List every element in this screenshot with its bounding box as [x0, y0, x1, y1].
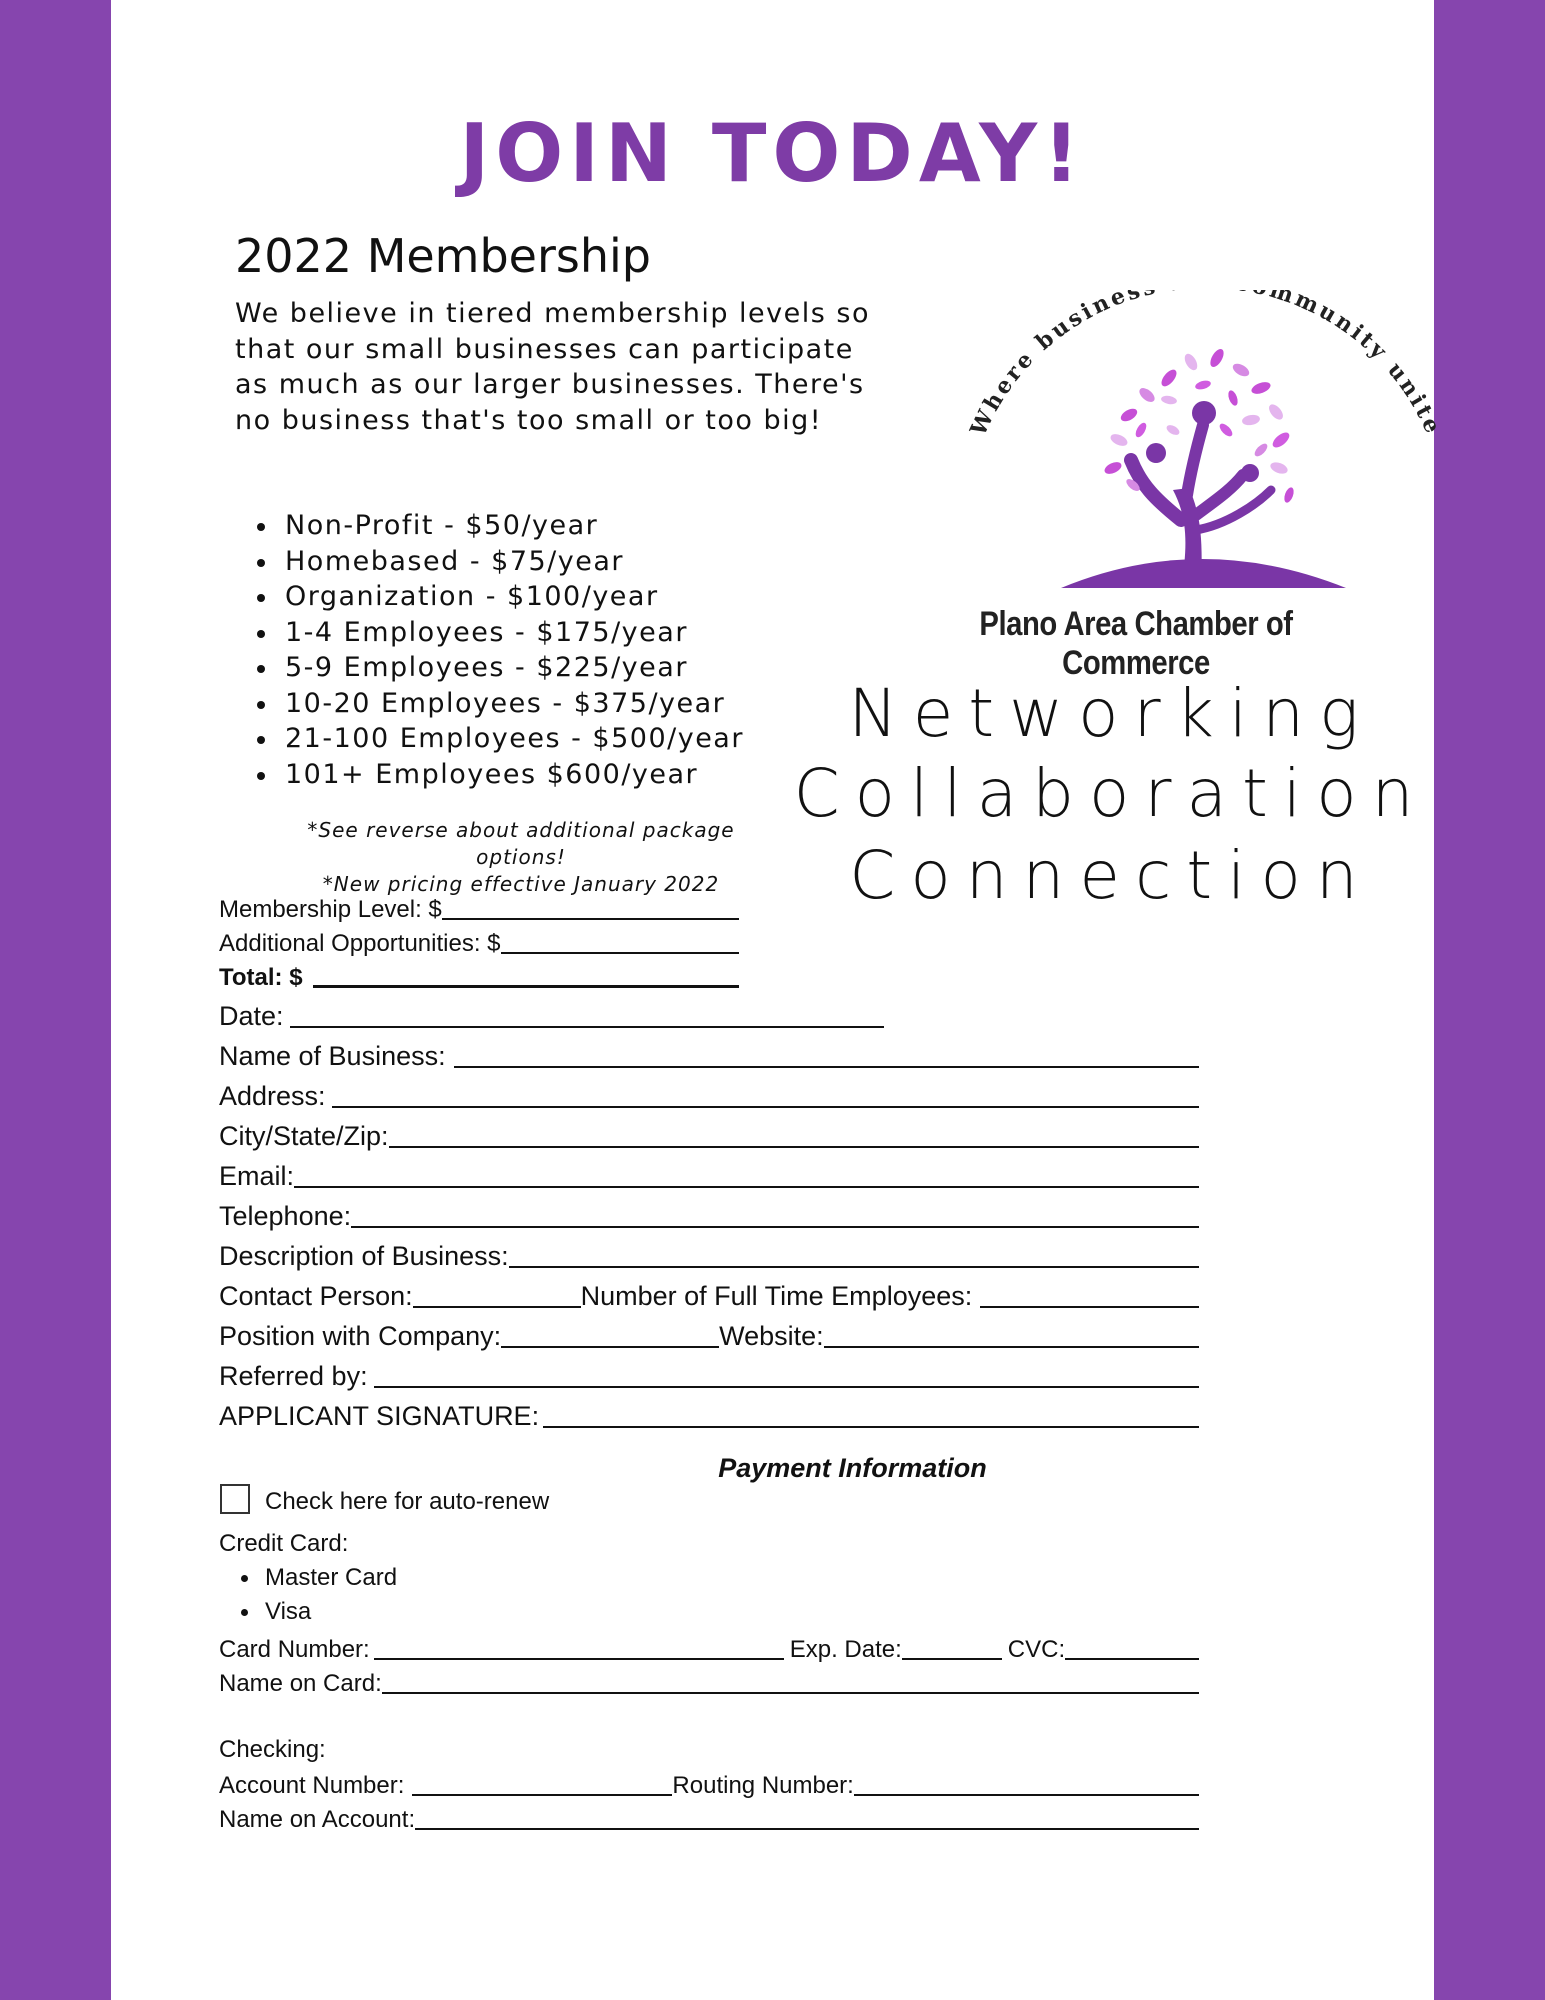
referred-row	[219, 1356, 1199, 1394]
description-label: Description of Business:	[219, 1241, 509, 1271]
employees-label: Number of Full Time Employees:	[580, 1281, 973, 1311]
card-type-mastercard: Master Card	[265, 1561, 397, 1595]
membership-levels-list	[235, 508, 744, 792]
membership-level-field[interactable]	[442, 918, 739, 920]
cvc-label: CVC:	[1007, 1636, 1066, 1663]
checking-label: Checking:	[219, 1736, 326, 1763]
level-item: Homebased - $75/year	[285, 544, 744, 580]
logo-arc-text: Where busines mmunity unite	[965, 290, 1447, 440]
city-state-zip-row	[219, 1116, 1199, 1154]
date-field[interactable]	[290, 1026, 884, 1028]
name-on-account-field[interactable]	[415, 1828, 1199, 1830]
card-types-list	[223, 1561, 397, 1629]
email-row	[219, 1156, 1199, 1194]
exp-date-field[interactable]	[902, 1658, 1002, 1660]
slogan-collaboration: Collaboration	[793, 755, 1429, 832]
additional-opportunities-label: Additional Opportunities: $	[219, 930, 501, 957]
account-routing-row	[219, 1764, 1199, 1802]
page-title: JOIN TODAY!	[459, 107, 1086, 200]
routing-number-field[interactable]	[854, 1794, 1199, 1796]
slogan-connection: Connection	[849, 837, 1373, 914]
name-on-card-label: Name on Card:	[219, 1670, 382, 1697]
membership-level-row	[219, 888, 739, 926]
signature-field[interactable]	[543, 1426, 1199, 1428]
business-name-row	[219, 1036, 1199, 1074]
signature-label: APPLICANT SIGNATURE:	[219, 1401, 540, 1431]
date-row	[219, 996, 884, 1034]
website-label: Website:	[719, 1321, 824, 1351]
card-number-field[interactable]	[374, 1658, 784, 1660]
address-field[interactable]	[332, 1106, 1199, 1108]
membership-year-heading: 2022 Membership	[235, 229, 651, 283]
pricing-note: *New pricing effective January 2022	[322, 872, 720, 896]
level-item: 1-4 Employees - $175/year	[285, 615, 744, 651]
chamber-logo	[851, 290, 1451, 650]
name-on-account-label: Name on Account:	[219, 1806, 416, 1833]
employees-field[interactable]	[980, 1306, 1199, 1308]
intro-paragraph: We believe in tiered membership levels so that our small businesses can participate as much as our larger businesses. There's no business that's too small or too big!	[235, 298, 870, 436]
membership-level-label: Membership Level: $	[219, 896, 442, 923]
website-field[interactable]	[824, 1346, 1199, 1348]
additional-opportunities-row	[219, 922, 739, 960]
referred-label: Referred by:	[219, 1361, 368, 1391]
email-field[interactable]	[294, 1186, 1199, 1188]
city-state-zip-label: City/State/Zip:	[219, 1121, 389, 1151]
contact-employees-row	[219, 1276, 1199, 1314]
address-row	[219, 1076, 1199, 1114]
pricing-notes	[261, 817, 781, 898]
telephone-label: Telephone:	[219, 1201, 352, 1231]
total-label: Total: $	[219, 964, 303, 991]
telephone-row	[219, 1196, 1199, 1234]
chamber-name: Plano Area Chamber of Commerce	[979, 605, 1293, 682]
level-item: 5-9 Employees - $225/year	[285, 650, 744, 686]
account-number-field[interactable]	[412, 1794, 672, 1796]
auto-renew-checkbox[interactable]	[220, 1484, 250, 1514]
payment-heading: Payment Information	[718, 1453, 987, 1483]
position-label: Position with Company:	[219, 1321, 502, 1351]
membership-form-page	[111, 0, 1447, 2000]
level-item: 10-20 Employees - $375/year	[285, 686, 744, 722]
additional-opportunities-field[interactable]	[501, 952, 739, 954]
description-row	[219, 1236, 1199, 1274]
routing-number-label: Routing Number:	[672, 1772, 854, 1799]
address-label: Address:	[219, 1081, 326, 1111]
card-type-visa: Visa	[265, 1595, 397, 1629]
level-item: 101+ Employees $600/year	[285, 757, 744, 793]
level-item: Organization - $100/year	[285, 579, 744, 615]
date-label: Date:	[219, 1001, 284, 1031]
business-name-field[interactable]	[454, 1066, 1199, 1068]
cvc-field[interactable]	[1065, 1658, 1199, 1660]
total-row	[219, 956, 739, 994]
telephone-field[interactable]	[351, 1226, 1199, 1228]
tree-logo-icon	[851, 290, 1451, 650]
position-field[interactable]	[501, 1346, 719, 1348]
contact-person-label: Contact Person:	[219, 1281, 413, 1311]
description-field[interactable]	[509, 1266, 1199, 1268]
signature-row	[219, 1396, 1199, 1434]
exp-date-label: Exp. Date:	[789, 1636, 902, 1663]
business-name-label: Name of Business:	[219, 1041, 446, 1071]
slogan-networking: Networking	[848, 675, 1374, 752]
account-number-label: Account Number:	[219, 1772, 405, 1799]
contact-person-field[interactable]	[413, 1306, 581, 1308]
referred-field[interactable]	[374, 1386, 1199, 1388]
auto-renew-label: Check here for auto-renew	[265, 1488, 550, 1515]
name-on-card-field[interactable]	[382, 1692, 1199, 1694]
city-state-zip-field[interactable]	[389, 1146, 1199, 1148]
name-on-card-row	[219, 1662, 1199, 1700]
credit-card-label: Credit Card:	[219, 1530, 349, 1557]
level-item: 21-100 Employees - $500/year	[285, 721, 744, 757]
email-label: Email:	[219, 1161, 295, 1191]
card-number-label: Card Number:	[219, 1636, 370, 1663]
name-on-account-row	[219, 1798, 1199, 1836]
position-website-row	[219, 1316, 1199, 1354]
total-field[interactable]	[313, 985, 739, 988]
reverse-note: *See reverse about additional package options!	[307, 818, 735, 869]
card-number-row	[219, 1628, 1199, 1666]
level-item: Non-Profit - $50/year	[285, 508, 744, 544]
